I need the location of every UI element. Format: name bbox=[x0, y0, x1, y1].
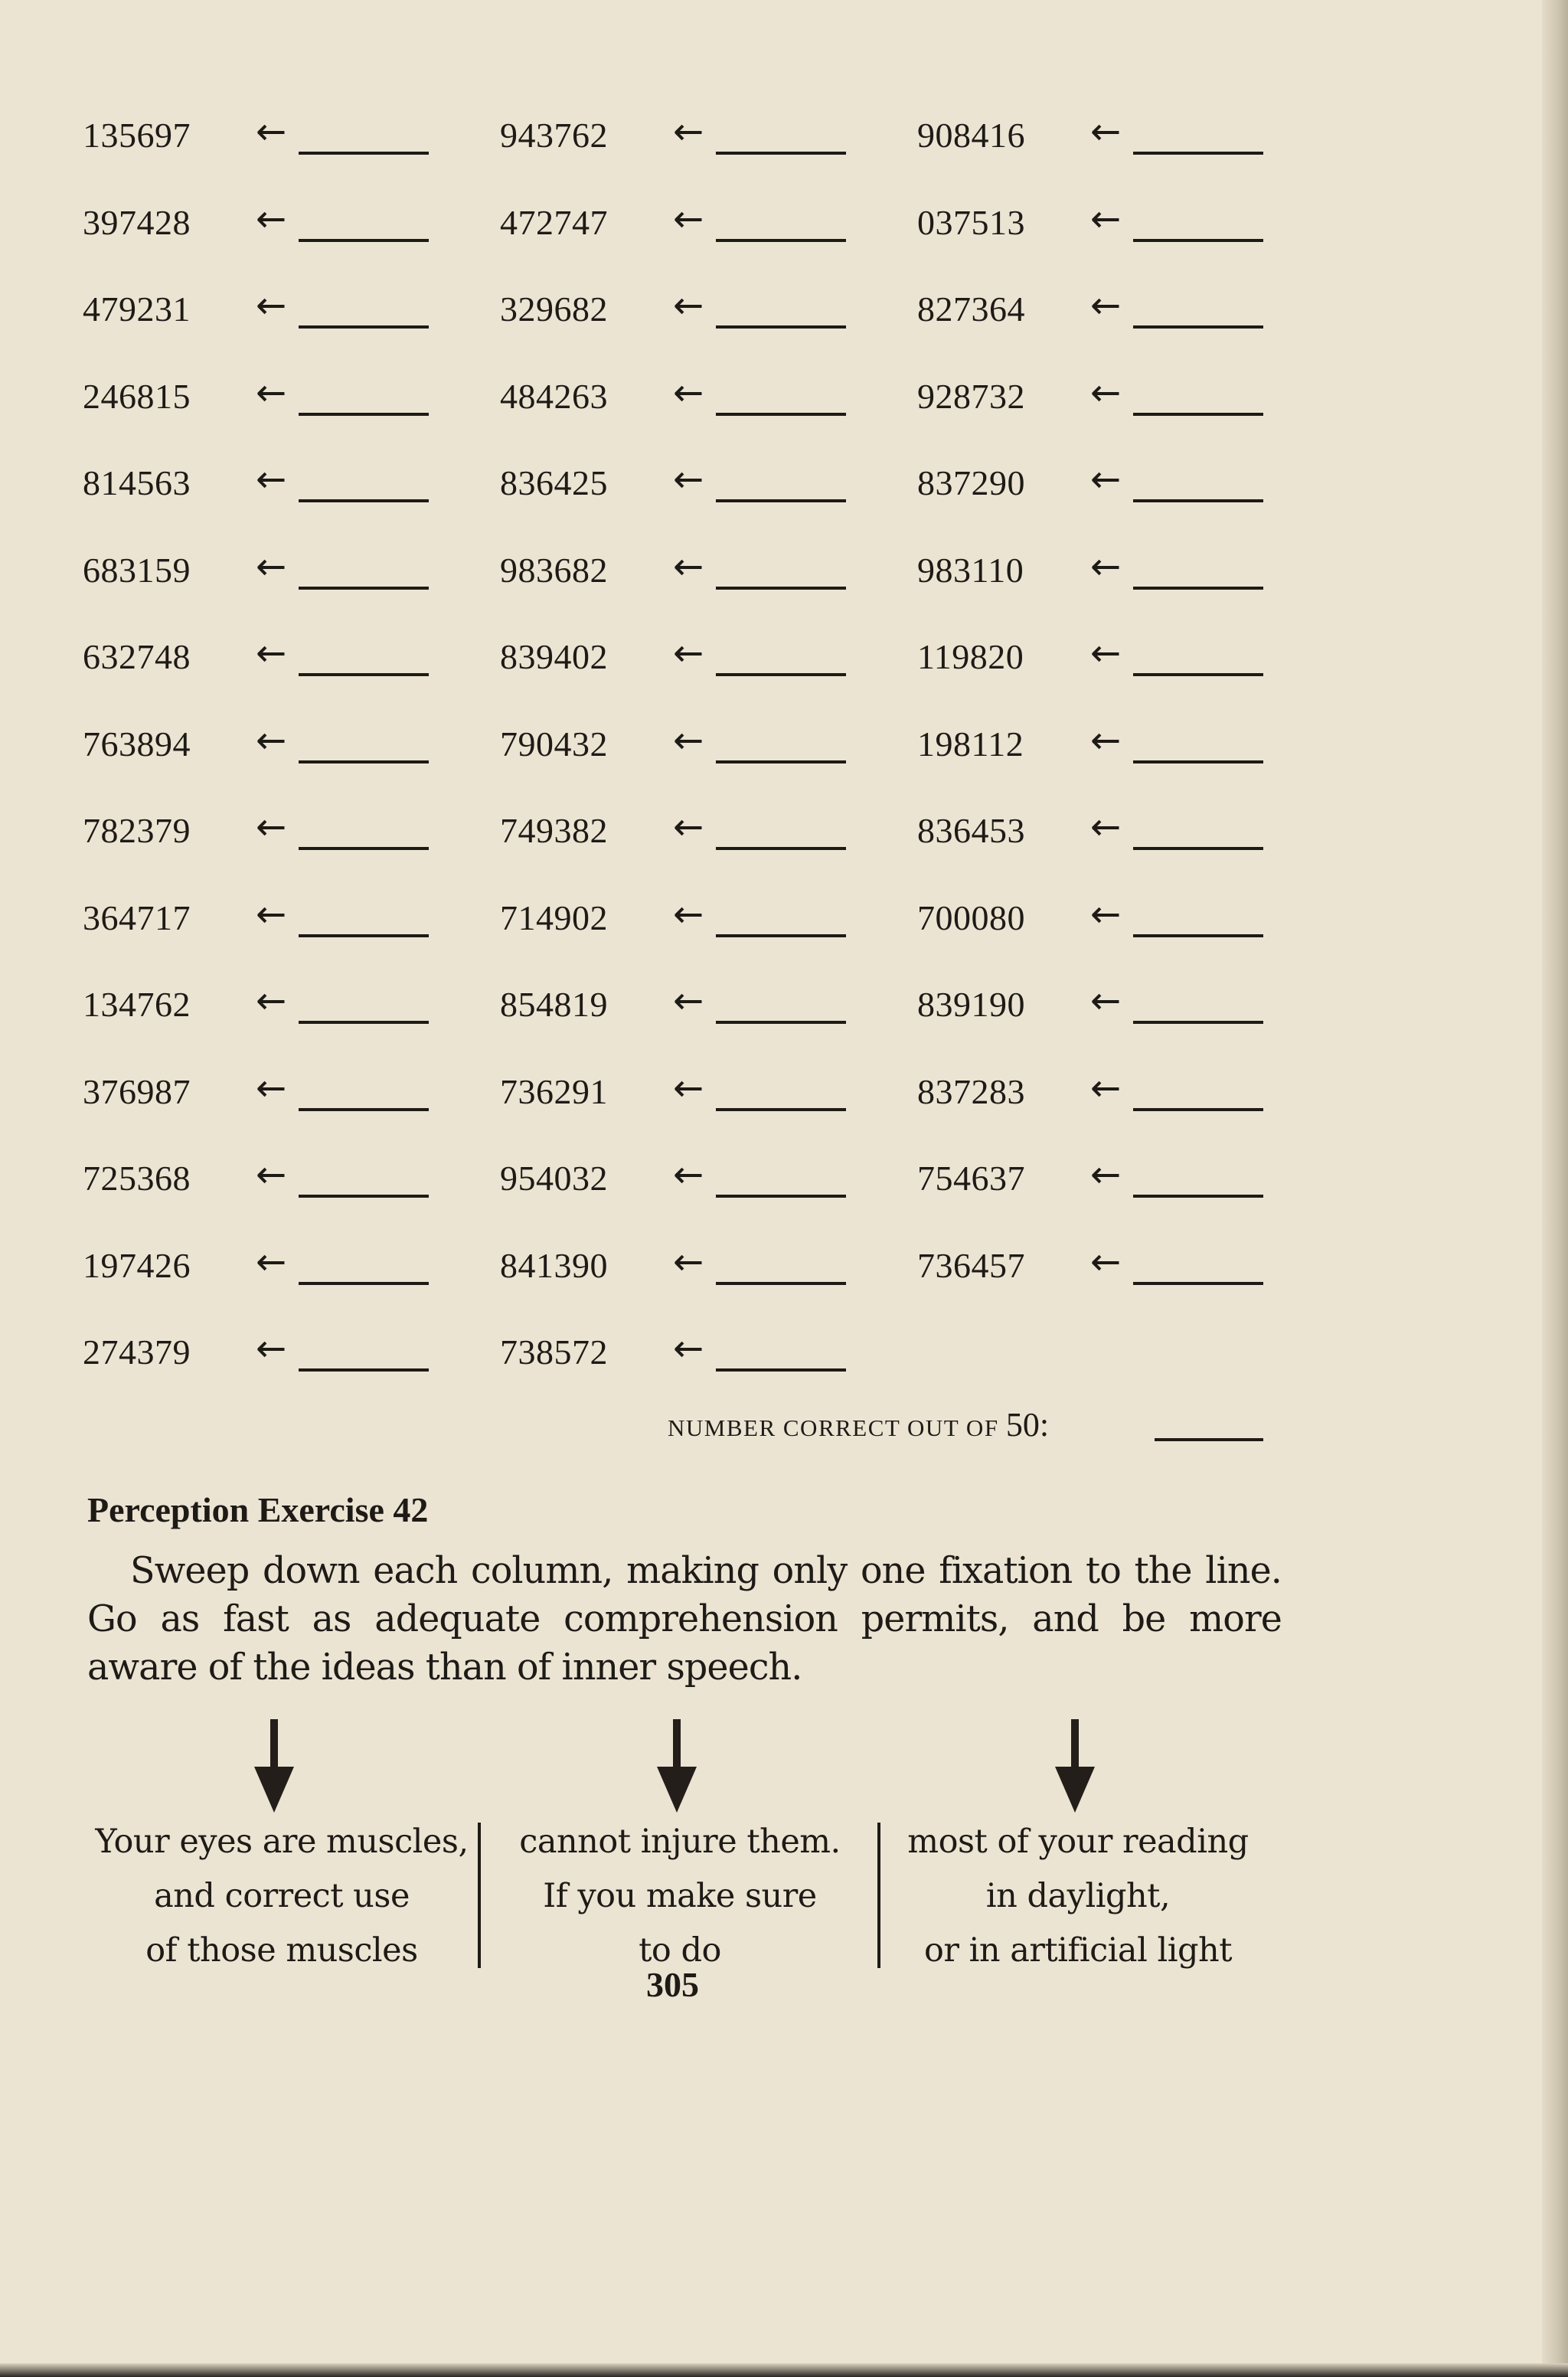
left-arrow-icon: ← bbox=[1090, 632, 1122, 675]
number-value: 983682 bbox=[500, 550, 608, 590]
page-bottom-edge bbox=[0, 2363, 1568, 2377]
answer-blank[interactable] bbox=[716, 673, 846, 676]
left-arrow-icon: ← bbox=[673, 371, 704, 414]
left-arrow-icon: ← bbox=[1090, 1240, 1122, 1283]
number-value: 198112 bbox=[917, 724, 1024, 763]
left-arrow-icon: ← bbox=[256, 632, 287, 675]
phrase-line: Your eyes are muscles, bbox=[95, 1823, 469, 1861]
answer-blank[interactable] bbox=[299, 152, 429, 155]
down-arrow-icon bbox=[654, 1719, 700, 1815]
number-value: 836453 bbox=[917, 811, 1025, 850]
number-value: 397428 bbox=[83, 202, 191, 242]
score-label: NUMBER CORRECT OUT OF bbox=[668, 1414, 999, 1441]
answer-blank[interactable] bbox=[299, 239, 429, 242]
number-value: 632748 bbox=[83, 637, 191, 676]
exercise-title: Perception Exercise 42 bbox=[87, 1490, 429, 1529]
instructions-text: Sweep down each column, making only one fixation to the line. Go as fast as adequate comprehension permits, and be more aware of the ideas than of inner speech. bbox=[87, 1550, 1282, 1689]
number-value: 837283 bbox=[917, 1071, 1025, 1111]
number-row bbox=[83, 1240, 511, 1332]
left-arrow-icon: ← bbox=[673, 892, 704, 936]
number-column-2 bbox=[500, 110, 929, 1419]
left-arrow-icon: ← bbox=[1090, 371, 1122, 414]
answer-blank[interactable] bbox=[1133, 673, 1263, 676]
number-value: 197426 bbox=[83, 1245, 191, 1285]
number-grid bbox=[83, 110, 1277, 1378]
number-value: 854819 bbox=[500, 985, 608, 1024]
number-row bbox=[917, 371, 1346, 463]
number-row bbox=[500, 718, 929, 811]
answer-blank[interactable] bbox=[299, 760, 429, 763]
left-arrow-icon: ← bbox=[673, 979, 704, 1022]
down-arrow-icon bbox=[1052, 1719, 1098, 1815]
number-value: 364717 bbox=[83, 898, 191, 937]
phrase-column-1 bbox=[83, 1815, 481, 1978]
number-row bbox=[500, 284, 929, 376]
answer-blank[interactable] bbox=[1133, 499, 1263, 502]
number-value: 837290 bbox=[917, 463, 1025, 502]
number-row bbox=[83, 1153, 511, 1245]
answer-blank[interactable] bbox=[716, 413, 846, 416]
number-value: 376987 bbox=[83, 1071, 191, 1111]
number-row bbox=[500, 458, 929, 550]
answer-blank[interactable] bbox=[1133, 1195, 1263, 1198]
answer-blank[interactable] bbox=[299, 1108, 429, 1111]
answer-blank[interactable] bbox=[1133, 847, 1263, 850]
left-arrow-icon: ← bbox=[256, 1066, 287, 1110]
answer-blank[interactable] bbox=[716, 152, 846, 155]
number-row bbox=[83, 718, 511, 811]
left-arrow-icon: ← bbox=[1090, 284, 1122, 327]
number-row bbox=[500, 544, 929, 637]
number-value: 749382 bbox=[500, 811, 608, 850]
left-arrow-icon: ← bbox=[673, 1240, 704, 1283]
number-row bbox=[500, 979, 929, 1071]
number-value: 943762 bbox=[500, 116, 608, 155]
exercise-instructions bbox=[87, 1547, 1282, 1692]
answer-blank[interactable] bbox=[716, 587, 846, 590]
phrase-column-2 bbox=[481, 1815, 879, 1978]
phrase-line: If you make sure bbox=[543, 1877, 817, 1915]
answer-blank[interactable] bbox=[1133, 1108, 1263, 1111]
answer-blank[interactable] bbox=[716, 499, 846, 502]
left-arrow-icon: ← bbox=[1090, 892, 1122, 936]
number-value: 790432 bbox=[500, 724, 608, 763]
answer-blank[interactable] bbox=[299, 587, 429, 590]
number-value: 472747 bbox=[500, 202, 608, 242]
left-arrow-icon: ← bbox=[1090, 718, 1122, 762]
number-row bbox=[917, 1240, 1346, 1332]
answer-blank[interactable] bbox=[1133, 239, 1263, 242]
number-value: 763894 bbox=[83, 724, 191, 763]
number-row bbox=[500, 806, 929, 898]
number-value: 736291 bbox=[500, 1071, 608, 1111]
number-row bbox=[83, 979, 511, 1071]
number-row bbox=[917, 1066, 1346, 1159]
number-row bbox=[83, 197, 511, 289]
answer-blank[interactable] bbox=[299, 934, 429, 937]
answer-blank[interactable] bbox=[299, 847, 429, 850]
number-row bbox=[500, 371, 929, 463]
left-arrow-icon: ← bbox=[256, 892, 287, 936]
number-row bbox=[83, 892, 511, 985]
number-value: 814563 bbox=[83, 463, 191, 502]
number-row bbox=[917, 110, 1346, 202]
number-value: 700080 bbox=[917, 898, 1025, 937]
left-arrow-icon: ← bbox=[1090, 1153, 1122, 1196]
number-value: 954032 bbox=[500, 1159, 608, 1198]
number-row bbox=[917, 806, 1346, 898]
answer-blank[interactable] bbox=[1133, 325, 1263, 329]
number-row bbox=[917, 1153, 1346, 1245]
number-value: 134762 bbox=[83, 985, 191, 1024]
left-arrow-icon: ← bbox=[1090, 1066, 1122, 1110]
answer-blank[interactable] bbox=[299, 1195, 429, 1198]
number-row bbox=[83, 544, 511, 637]
answer-blank[interactable] bbox=[299, 1021, 429, 1024]
number-row bbox=[500, 110, 929, 202]
answer-blank[interactable] bbox=[299, 673, 429, 676]
left-arrow-icon: ← bbox=[256, 1153, 287, 1196]
answer-blank[interactable] bbox=[1133, 1282, 1263, 1285]
answer-blank[interactable] bbox=[716, 1368, 846, 1372]
number-value: 135697 bbox=[83, 116, 191, 155]
number-row bbox=[83, 1327, 511, 1419]
left-arrow-icon: ← bbox=[256, 806, 287, 848]
left-arrow-icon: ← bbox=[256, 718, 287, 762]
left-arrow-icon: ← bbox=[1090, 806, 1122, 848]
number-row bbox=[917, 284, 1346, 376]
left-arrow-icon: ← bbox=[256, 458, 287, 501]
number-value: 725368 bbox=[83, 1159, 191, 1198]
score-total: 50: bbox=[1005, 1406, 1050, 1444]
number-row bbox=[83, 284, 511, 376]
phrase-line: and correct use bbox=[154, 1877, 410, 1915]
answer-blank[interactable] bbox=[716, 760, 846, 763]
answer-blank[interactable] bbox=[716, 847, 846, 850]
answer-blank[interactable] bbox=[299, 413, 429, 416]
score-line bbox=[668, 1405, 1049, 1444]
number-value: 754637 bbox=[917, 1159, 1025, 1198]
phrase-line: or in artificial light bbox=[923, 1931, 1232, 1970]
answer-blank[interactable] bbox=[1133, 760, 1263, 763]
phrase-line: to do bbox=[639, 1931, 721, 1970]
phrase-line: in daylight, bbox=[985, 1877, 1171, 1915]
left-arrow-icon: ← bbox=[1090, 458, 1122, 501]
number-value: 983110 bbox=[917, 550, 1024, 590]
answer-blank[interactable] bbox=[1133, 152, 1263, 155]
left-arrow-icon: ← bbox=[673, 1327, 704, 1370]
answer-blank[interactable] bbox=[716, 1282, 846, 1285]
number-value: 839190 bbox=[917, 985, 1025, 1024]
left-arrow-icon: ← bbox=[1090, 197, 1122, 240]
left-arrow-icon: ← bbox=[673, 806, 704, 848]
left-arrow-icon: ← bbox=[673, 197, 704, 240]
page-number: 305 bbox=[646, 1965, 699, 2004]
left-arrow-icon: ← bbox=[256, 284, 287, 327]
left-arrow-icon: ← bbox=[256, 544, 287, 588]
left-arrow-icon: ← bbox=[1090, 979, 1122, 1022]
number-column-3 bbox=[917, 110, 1346, 1332]
number-row bbox=[500, 1153, 929, 1245]
number-row bbox=[917, 718, 1346, 811]
number-row bbox=[500, 1240, 929, 1332]
answer-blank[interactable] bbox=[716, 934, 846, 937]
number-row bbox=[917, 979, 1346, 1071]
number-row bbox=[500, 892, 929, 985]
answer-blank[interactable] bbox=[299, 325, 429, 329]
number-row bbox=[83, 806, 511, 898]
left-arrow-icon: ← bbox=[256, 1240, 287, 1283]
answer-blank[interactable] bbox=[716, 239, 846, 242]
number-row bbox=[500, 1066, 929, 1159]
answer-blank[interactable] bbox=[1133, 587, 1263, 590]
answer-blank[interactable] bbox=[299, 1368, 429, 1372]
left-arrow-icon: ← bbox=[673, 1153, 704, 1196]
number-row bbox=[917, 458, 1346, 550]
number-value: 736457 bbox=[917, 1245, 1025, 1285]
number-value: 928732 bbox=[917, 376, 1025, 416]
left-arrow-icon: ← bbox=[673, 284, 704, 327]
left-arrow-icon: ← bbox=[673, 110, 704, 153]
number-row bbox=[83, 110, 511, 202]
number-value: 782379 bbox=[83, 811, 191, 850]
down-arrow-icon bbox=[251, 1719, 297, 1815]
phrase-column-3 bbox=[879, 1815, 1277, 1978]
number-value: 484263 bbox=[500, 376, 608, 416]
number-row bbox=[83, 632, 511, 724]
number-row bbox=[917, 197, 1346, 289]
answer-blank[interactable] bbox=[716, 325, 846, 329]
phrase-line: of those muscles bbox=[145, 1931, 418, 1970]
number-column-1 bbox=[83, 110, 511, 1419]
left-arrow-icon: ← bbox=[256, 110, 287, 153]
left-arrow-icon: ← bbox=[673, 544, 704, 588]
number-value: 329682 bbox=[500, 289, 608, 329]
number-row bbox=[500, 632, 929, 724]
number-value: 827364 bbox=[917, 289, 1025, 329]
left-arrow-icon: ← bbox=[256, 979, 287, 1022]
number-row bbox=[500, 197, 929, 289]
number-value: 683159 bbox=[83, 550, 191, 590]
left-arrow-icon: ← bbox=[256, 1327, 287, 1370]
number-row bbox=[917, 892, 1346, 985]
number-value: 841390 bbox=[500, 1245, 608, 1285]
number-value: 836425 bbox=[500, 463, 608, 502]
number-row bbox=[917, 632, 1346, 724]
left-arrow-icon: ← bbox=[673, 632, 704, 675]
left-arrow-icon: ← bbox=[256, 371, 287, 414]
number-row bbox=[917, 544, 1346, 637]
number-value: 246815 bbox=[83, 376, 191, 416]
answer-blank[interactable] bbox=[299, 1282, 429, 1285]
number-value: 714902 bbox=[500, 898, 608, 937]
number-row bbox=[83, 371, 511, 463]
left-arrow-icon: ← bbox=[256, 197, 287, 240]
answer-blank[interactable] bbox=[716, 1021, 846, 1024]
left-arrow-icon: ← bbox=[673, 718, 704, 762]
number-value: 479231 bbox=[83, 289, 191, 329]
left-arrow-icon: ← bbox=[1090, 544, 1122, 588]
score-answer-blank[interactable] bbox=[1155, 1438, 1263, 1441]
answer-blank[interactable] bbox=[299, 499, 429, 502]
left-arrow-icon: ← bbox=[673, 458, 704, 501]
number-value: 037513 bbox=[917, 202, 1025, 242]
answer-blank[interactable] bbox=[1133, 1021, 1263, 1024]
left-arrow-icon: ← bbox=[1090, 110, 1122, 153]
left-arrow-icon: ← bbox=[673, 1066, 704, 1110]
answer-blank[interactable] bbox=[1133, 413, 1263, 416]
number-row bbox=[83, 1066, 511, 1159]
number-value: 274379 bbox=[83, 1332, 191, 1372]
number-value: 908416 bbox=[917, 116, 1025, 155]
number-value: 119820 bbox=[917, 637, 1024, 676]
phrase-line: most of your reading bbox=[907, 1823, 1249, 1861]
answer-blank[interactable] bbox=[1133, 934, 1263, 937]
number-row bbox=[83, 458, 511, 550]
number-value: 738572 bbox=[500, 1332, 608, 1372]
answer-blank[interactable] bbox=[716, 1108, 846, 1111]
number-value: 839402 bbox=[500, 637, 608, 676]
page-edge-shadow bbox=[1542, 0, 1568, 2377]
answer-blank[interactable] bbox=[716, 1195, 846, 1198]
phrase-line: cannot injure them. bbox=[519, 1823, 841, 1861]
